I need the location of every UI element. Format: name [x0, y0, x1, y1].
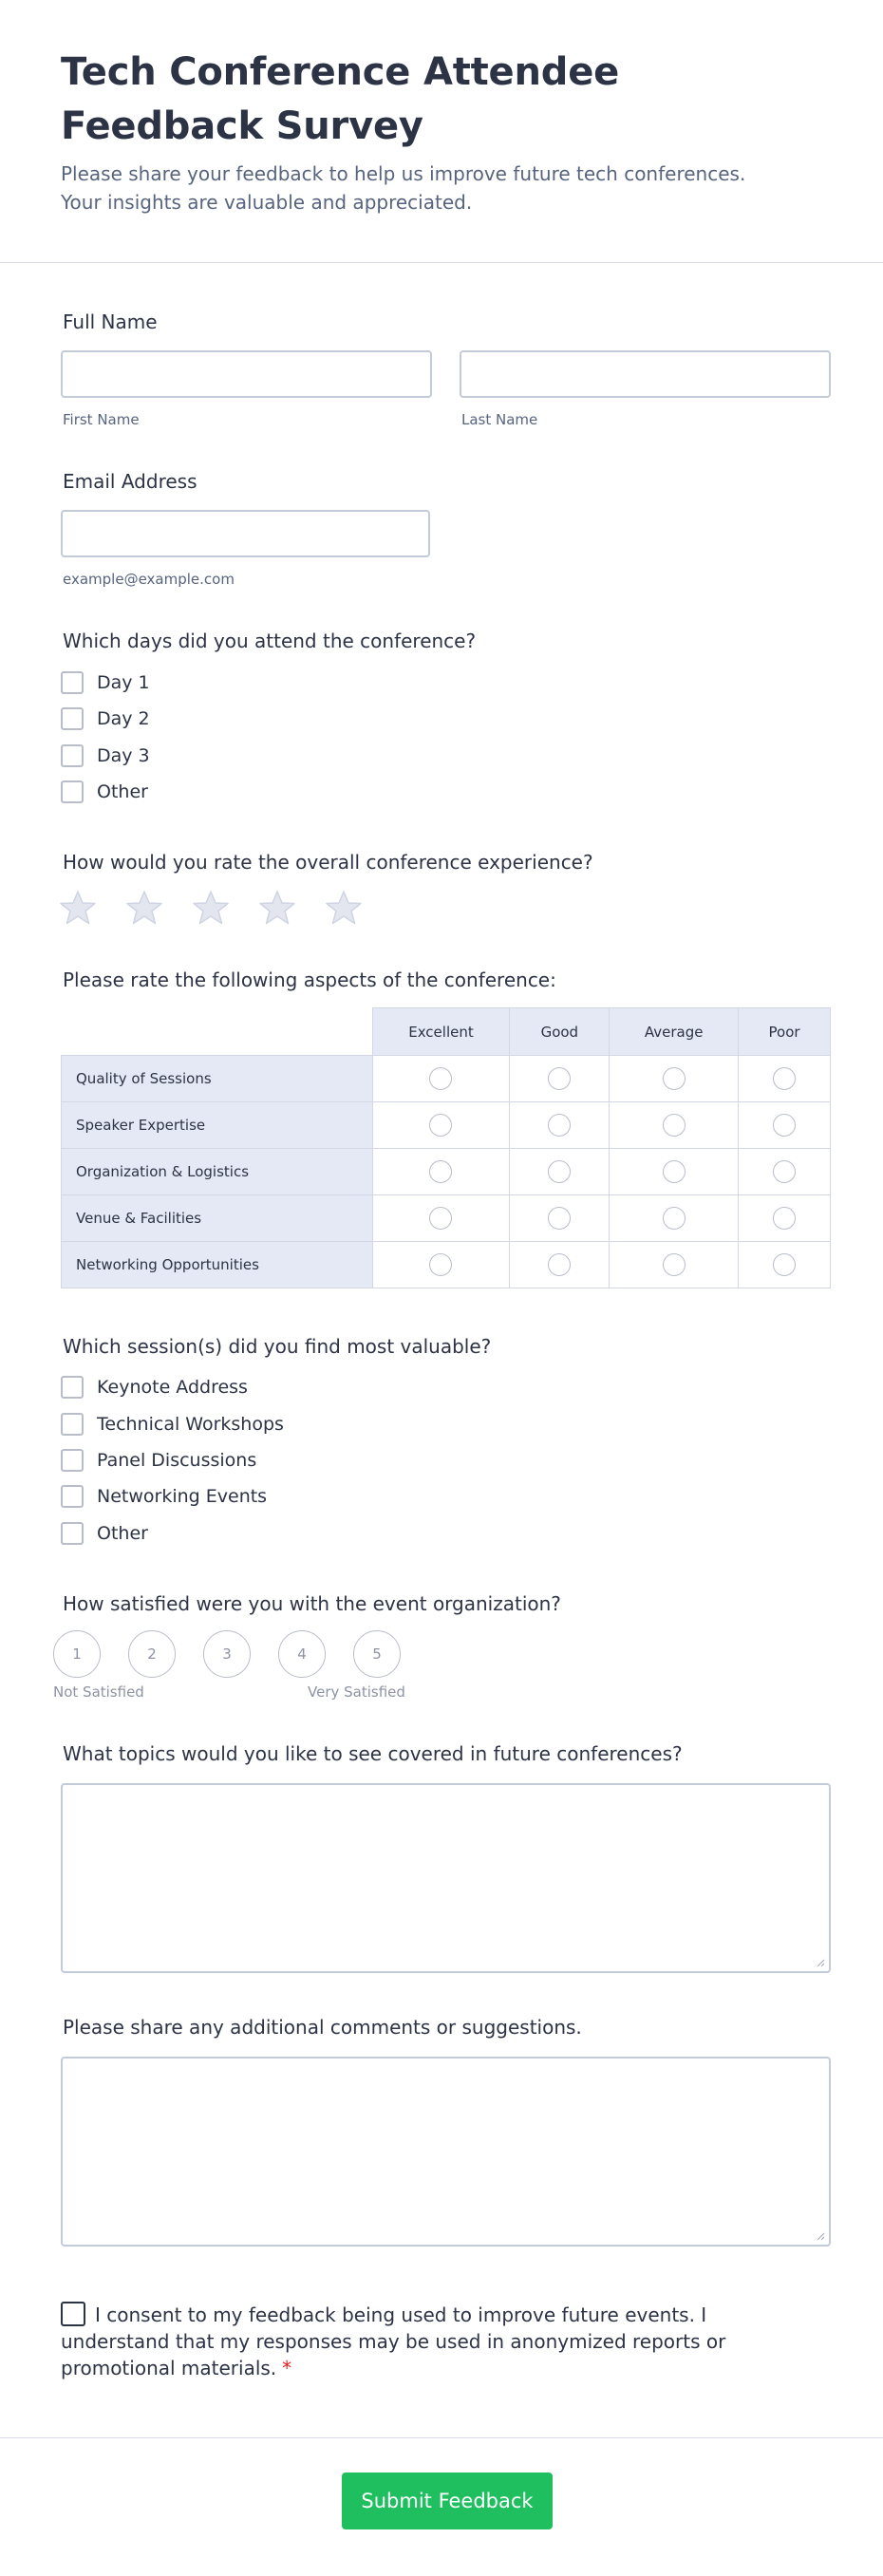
matrix-radio[interactable] [663, 1160, 686, 1183]
star-icon[interactable] [192, 889, 230, 927]
topics-question-label: What topics would you like to see covered in future conferences? [63, 1742, 683, 1765]
last-name-input[interactable] [460, 350, 831, 398]
rating-matrix [61, 1007, 831, 1288]
matrix-radio[interactable] [429, 1160, 452, 1183]
matrix-row [62, 1149, 831, 1195]
scale-low-label: Not Satisfied [53, 1683, 144, 1701]
session-option-label: Technical Workshops [97, 1414, 284, 1435]
required-asterisk: * [282, 2357, 292, 2379]
matrix-radio[interactable] [429, 1114, 452, 1137]
scale-high-label: Very Satisfied [308, 1683, 405, 1701]
matrix-row [62, 1242, 831, 1288]
form-title: Tech Conference Attendee Feedback Survey [61, 50, 620, 148]
matrix-radio[interactable] [773, 1207, 796, 1230]
form-subtitle: Please share your feedback to help us improve future tech conferences. Your insights are valuable and appreciated. [61, 162, 746, 214]
star-icon[interactable] [125, 889, 163, 927]
day-1-checkbox[interactable] [61, 671, 84, 694]
session-other-checkbox[interactable] [61, 1522, 84, 1545]
rating-question-label: How would you rate the overall conference experience? [63, 851, 593, 874]
sessions-question-label: Which session(s) did you find most valuable? [63, 1335, 492, 1358]
scale-option[interactable]: 3 [203, 1630, 251, 1678]
submit-button[interactable]: Submit Feedback [342, 2473, 553, 2529]
email-label: Email Address [63, 470, 197, 493]
matrix-radio[interactable] [429, 1207, 452, 1230]
day-option[interactable] [61, 670, 150, 695]
matrix-radio[interactable] [429, 1253, 452, 1276]
matrix-row-label: Quality of Sessions [62, 1056, 373, 1102]
matrix-row-label: Venue & Facilities [62, 1195, 373, 1242]
day-3-checkbox[interactable] [61, 744, 84, 767]
day-other-checkbox[interactable] [61, 780, 84, 803]
session-option-label: Networking Events [97, 1486, 268, 1507]
matrix-radio[interactable] [548, 1253, 571, 1276]
header-divider [0, 262, 883, 263]
star-rating[interactable] [59, 889, 363, 927]
session-option[interactable] [61, 1484, 267, 1509]
session-option[interactable] [61, 1375, 248, 1400]
matrix-column-header: Average [610, 1008, 739, 1056]
satisfaction-scale [53, 1630, 401, 1678]
star-icon[interactable] [325, 889, 363, 927]
comments-textarea[interactable] [61, 2057, 831, 2247]
matrix-radio[interactable] [429, 1067, 452, 1090]
day-2-checkbox[interactable] [61, 707, 84, 730]
matrix-row [62, 1195, 831, 1242]
day-option-label: Day 1 [97, 672, 150, 693]
topics-textarea[interactable] [61, 1783, 831, 1973]
matrix-row-label: Speaker Expertise [62, 1102, 373, 1149]
scale-option[interactable]: 1 [53, 1630, 101, 1678]
matrix-radio[interactable] [663, 1207, 686, 1230]
first-name-input[interactable] [61, 350, 432, 398]
matrix-column-header: Poor [739, 1008, 831, 1056]
email-sublabel: example@example.com [63, 571, 235, 588]
scale-option[interactable]: 2 [128, 1630, 176, 1678]
matrix-radio[interactable] [773, 1114, 796, 1137]
matrix-row [62, 1102, 831, 1149]
session-option[interactable] [61, 1412, 284, 1437]
day-option-label: Day 3 [97, 745, 150, 766]
matrix-corner [62, 1008, 373, 1056]
scale-option[interactable]: 4 [278, 1630, 326, 1678]
days-question-label: Which days did you attend the conference? [63, 630, 477, 652]
matrix-radio[interactable] [773, 1067, 796, 1090]
consent-text: I consent to my feedback being used to improve future events. I understand that my responses may be used in anonymized reports or promotional materials. [61, 2303, 726, 2379]
keynote-checkbox[interactable] [61, 1376, 84, 1399]
matrix-radio[interactable] [773, 1253, 796, 1276]
resize-handle-icon[interactable] [816, 2231, 825, 2241]
day-option[interactable] [61, 743, 150, 768]
panels-checkbox[interactable] [61, 1449, 84, 1472]
matrix-row [62, 1056, 831, 1102]
star-icon[interactable] [258, 889, 296, 927]
day-option[interactable] [61, 706, 150, 731]
day-option-label: Day 2 [97, 708, 150, 729]
matrix-radio[interactable] [548, 1114, 571, 1137]
consent-block [61, 2302, 744, 2381]
networking-checkbox[interactable] [61, 1485, 84, 1508]
consent-checkbox[interactable] [61, 2302, 85, 2326]
matrix-radio[interactable] [663, 1114, 686, 1137]
scale-option[interactable]: 5 [353, 1630, 401, 1678]
matrix-radio[interactable] [548, 1067, 571, 1090]
matrix-question-label: Please rate the following aspects of the conference: [63, 968, 556, 991]
session-option-label: Other [97, 1523, 148, 1544]
footer-divider [0, 2437, 883, 2438]
workshops-checkbox[interactable] [61, 1413, 84, 1436]
matrix-radio[interactable] [663, 1067, 686, 1090]
first-name-sublabel: First Name [63, 411, 140, 428]
matrix-radio[interactable] [548, 1160, 571, 1183]
session-option[interactable] [61, 1448, 256, 1473]
matrix-column-header: Excellent [372, 1008, 510, 1056]
star-icon[interactable] [59, 889, 97, 927]
day-option-label: Other [97, 781, 148, 802]
matrix-column-header: Good [510, 1008, 610, 1056]
matrix-row-label: Organization & Logistics [62, 1149, 373, 1195]
resize-handle-icon[interactable] [816, 1958, 825, 1967]
last-name-sublabel: Last Name [461, 411, 538, 428]
matrix-radio[interactable] [663, 1253, 686, 1276]
matrix-radio[interactable] [548, 1207, 571, 1230]
session-option-label: Panel Discussions [97, 1450, 257, 1471]
comments-question-label: Please share any additional comments or suggestions. [63, 2016, 582, 2039]
satisfaction-question-label: How satisfied were you with the event organization? [63, 1592, 561, 1615]
matrix-radio[interactable] [773, 1160, 796, 1183]
form-header [61, 46, 782, 216]
email-input[interactable] [61, 510, 430, 557]
session-option-label: Keynote Address [97, 1377, 248, 1398]
full-name-label: Full Name [63, 310, 158, 333]
day-option[interactable] [61, 780, 148, 804]
matrix-row-label: Networking Opportunities [62, 1242, 373, 1288]
session-option[interactable] [61, 1521, 148, 1546]
